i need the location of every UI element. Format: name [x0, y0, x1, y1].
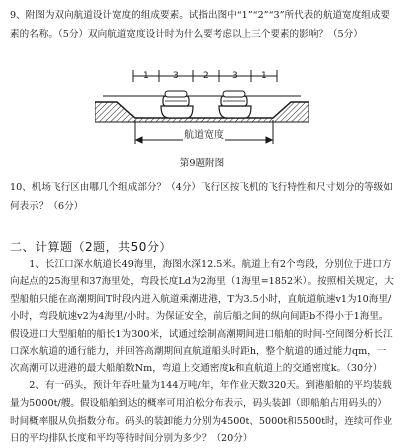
calc-problem-1: 1、长江口深水航道长49海里，海图水深12.5米。航道上有2个弯段，分别位于进口方向起点的25海里和37海里处，弯段长度Ld为2海里（1海里=1852米）。按照相关规定，大型船舶只能在高潮期间T时段内进入航道乘潮进港，T为3.5小时，直航道航速v1为10海里/小时，弯段航速v2为4海里/小时。为保证安全，前后船之间的纵向间距b不得小于1海里。假设进口大型船舶的船长1为300米，试通过绘制高潮期间进口船舶的时间-空间图分析长江口深水航道的通行能力，并回答高潮期间直航道船头时距h，整个航道的通过能力qm，一次高潮可以进港的最大船舶数Nm，弯道上交通密度k和直航道上的交通密度k。（30分） — [10, 259, 394, 375]
label-3-right: 3 — [232, 71, 238, 81]
label-2: 2 — [203, 71, 209, 81]
label-1-right: 1 — [261, 71, 267, 81]
channel-width-figure — [95, 58, 309, 154]
ship-right — [219, 91, 251, 118]
calc-problem-2: 2、有一码头，预计年吞吐量为144万吨/年，年作业天数320天。到港船舶的平均装载量为5000t/艘。假设船舶到达的概率可用泊松分布表示，码头装卸（即船舶占用码头的）时间概率服从负指数分布。码头的装卸能力分别为4500t、5000t和5500t时，连续可作业日的平均排队长度和平均等待时间分别为多少？（20分） — [10, 380, 393, 445]
question-9: 9、附图为双向航道设计宽度的组成要素。试指出图中“1”“2”“3”所代表的航道宽度组成要素的名称。（5分）双向航道宽度设计时为什么要考虑以上三个要素的影响？（5分） — [10, 10, 391, 40]
question-10: 10、机场飞行区由哪几个组成部分？（4分）飞行区按飞机的飞行特性和尺寸划分的等级如何表示？（6分） — [10, 182, 393, 212]
figure-caption: 第9题附图 — [179, 158, 225, 169]
section-title: 二、计算题（2题，共50分） — [10, 240, 172, 254]
label-1-left: 1 — [143, 71, 149, 81]
label-3-left: 3 — [173, 71, 179, 81]
channel-bed — [95, 102, 309, 122]
ship-left — [161, 91, 193, 118]
channel-width-label: 航道宽度 — [184, 130, 224, 141]
